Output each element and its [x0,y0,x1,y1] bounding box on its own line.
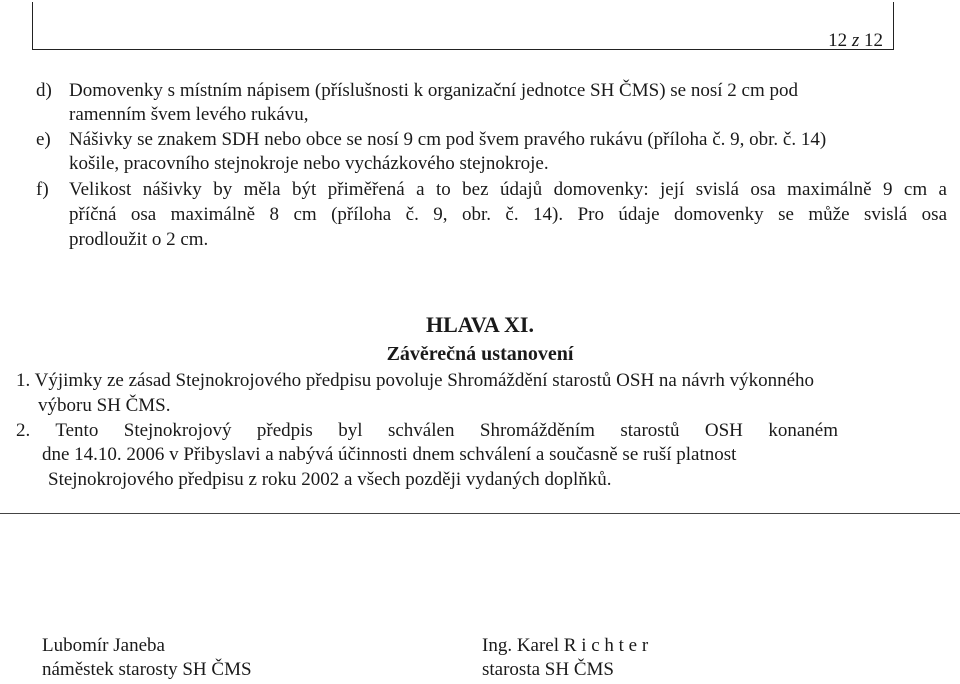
signature-left-role: náměstek starosty SH ČMS [42,659,252,680]
page-header-box [32,2,894,50]
page-current: 12 [828,30,848,51]
item-e-line-1: Nášivky se znakem SDH nebo obce se nosí 9 cm pod švem pravého rukávu (příloha č. 9, obr. č. 14) [69,129,827,150]
item-d-marker: d) [36,80,52,101]
item-d-line-2: ramenním švem levého rukávu, [69,104,309,125]
signature-right-role: starosta SH ČMS [482,659,614,680]
page-number [828,30,883,52]
item-f-line-3: prodloužit o 2 cm. [69,229,209,250]
page-total: 12 [864,30,883,51]
provision-2-line-2: dne 14.10. 2006 v Přibyslavi a nabývá účinnosti dnem schválení a současně se ruší platnost [42,444,737,465]
provision-2-line-3: Stejnokrojového předpisu z roku 2002 a všech později vydaných doplňků. [48,469,612,490]
item-f-line-1: Velikost nášivky by měla být přiměřená a to bez údajů domovenky: její svislá osa maximálně 9 cm a [69,179,947,200]
provision-1-line-2: výboru SH ČMS. [38,395,171,416]
signature-right-name: Ing. Karel R i c h t e r [482,635,649,656]
chapter-title: HLAVA XI. [425,312,534,337]
item-f-line-2: příčná osa maximálně 8 cm (příloha č. 9, obr. č. 14). Pro údaje domovenky se může svislá osa [69,204,947,225]
horizontal-divider [0,513,960,514]
signature-left-name: Lubomír Janeba [42,635,165,656]
item-e-marker: e) [36,129,51,150]
provision-1-line-1: 1. Výjimky ze zásad Stejnokrojového předpisu povoluje Shromáždění starostů OSH na návrh výkonného [16,370,815,391]
provision-2-line-1: 2. Tento Stejnokrojový předpis byl schválen Shromážděním starostů OSH konaném [16,420,838,441]
item-d-line-1: Domovenky s místním nápisem (příslušnosti k organizační jednotce SH ČMS) se nosí 2 cm pod [69,80,798,101]
page-of: z [851,30,860,51]
item-e-line-2: košile, pracovního stejnokroje nebo vycházkového stejnokroje. [69,153,549,174]
chapter-subtitle: Závěrečná ustanovení [386,343,574,365]
item-f-marker: f) [36,179,49,200]
